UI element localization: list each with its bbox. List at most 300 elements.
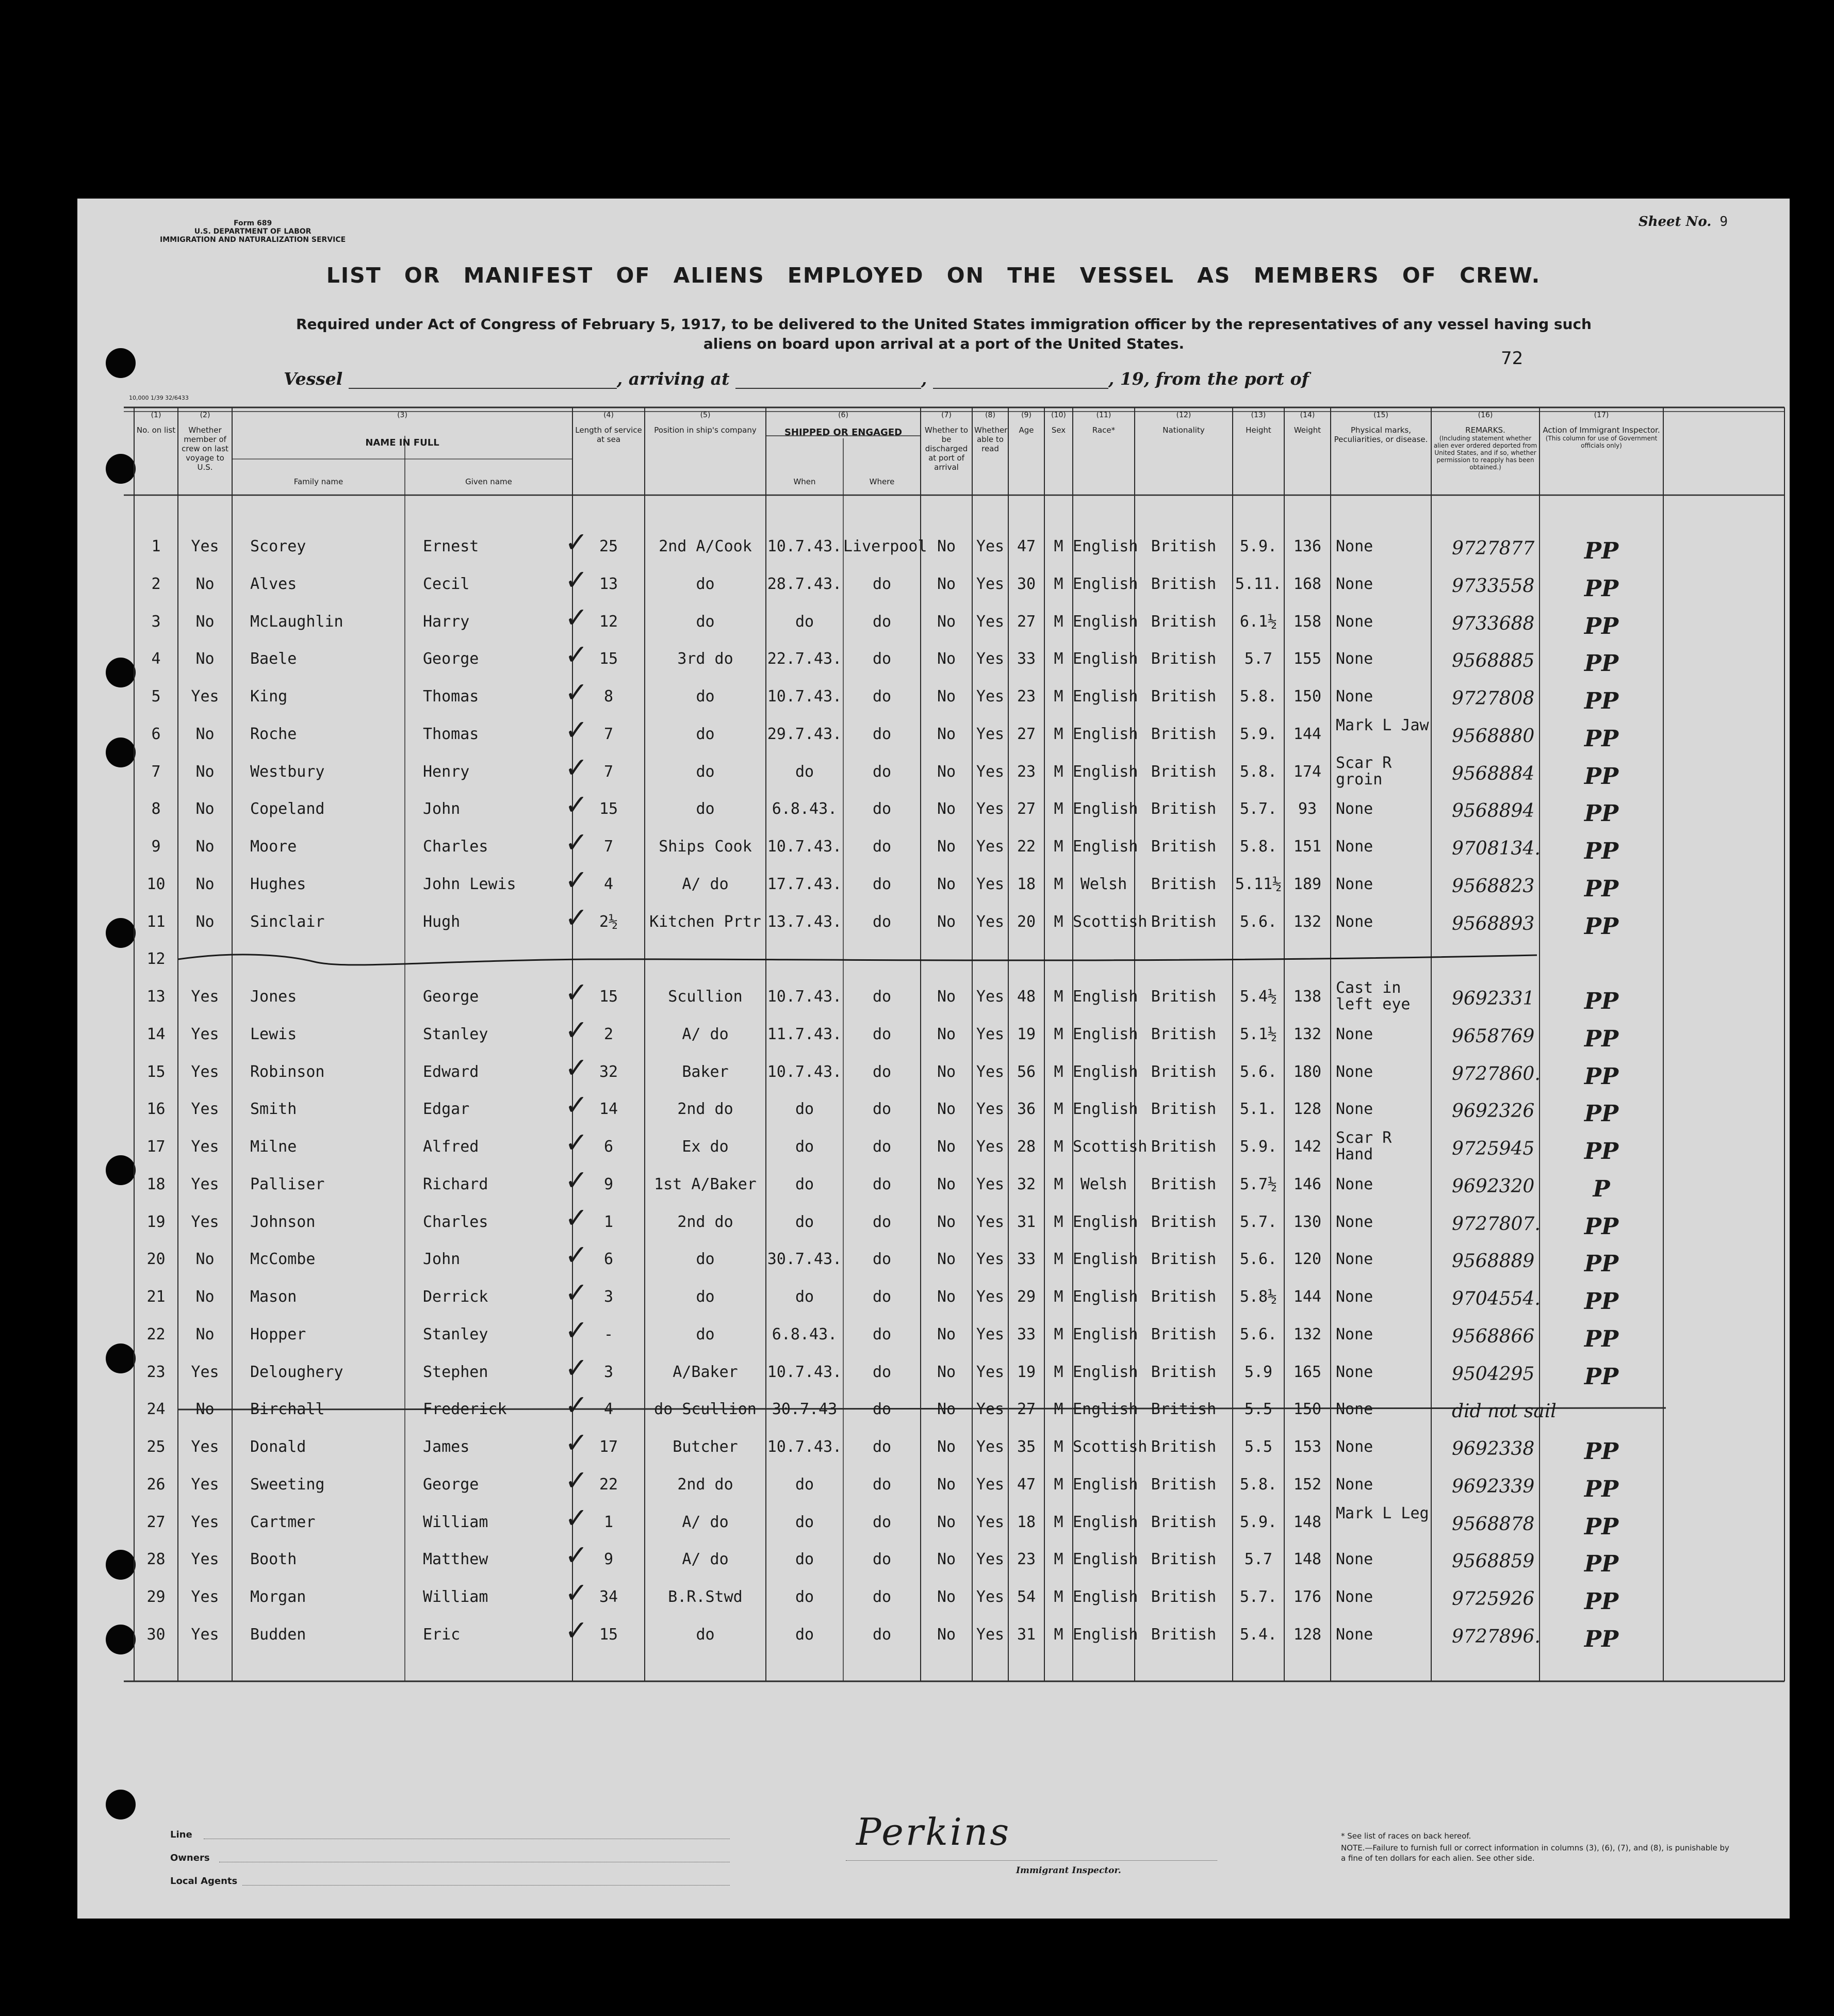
cell-sex: M	[1054, 687, 1063, 706]
column-header: Whether able to read	[974, 425, 1008, 453]
cell-where: do	[872, 1476, 892, 1494]
cell-remarks: 9692326	[1452, 1101, 1535, 1122]
cell-service: 9	[603, 1175, 614, 1193]
cell-where: do	[872, 1363, 892, 1381]
cell-position: A/ do	[682, 875, 729, 893]
cell-marks: None	[1336, 1588, 1373, 1606]
cell-last: No	[195, 1400, 215, 1418]
cell-height: 5.9.	[1239, 537, 1278, 555]
cell-when: 11.7.43.	[767, 1025, 842, 1043]
cell-when: do	[795, 613, 814, 631]
column-number: (9)	[1021, 411, 1031, 419]
cell-service: 15	[599, 1626, 618, 1644]
cell-weight: 146	[1293, 1175, 1322, 1193]
cell-action: PP	[1584, 1626, 1619, 1652]
cell-read: Yes	[976, 613, 1005, 631]
cell-family: Alves	[250, 575, 297, 593]
cell-service: 15	[599, 988, 618, 1006]
cell-when: 10.7.43.	[767, 1063, 842, 1081]
cell-family: Lewis	[250, 1025, 297, 1043]
cell-position: Ex do	[682, 1138, 729, 1156]
cell-sex: M	[1054, 1325, 1063, 1343]
cell-position: Baker	[682, 1063, 729, 1081]
cell-remarks: 9568859	[1452, 1551, 1535, 1572]
cell-family: Donald	[250, 1438, 306, 1456]
cell-given: John	[423, 800, 461, 818]
cell-service: 1	[603, 1513, 614, 1531]
cell-position: do	[696, 763, 715, 781]
handwritten-number: 72	[1501, 348, 1524, 369]
cell-read: Yes	[976, 1213, 1005, 1231]
cell-discharged: No	[937, 1213, 956, 1231]
cell-where: do	[872, 1213, 892, 1231]
cell-given: Thomas	[423, 725, 479, 743]
column-header: Nationality	[1162, 425, 1205, 435]
column-header: Sex	[1051, 425, 1066, 435]
cell-where: do	[872, 687, 892, 706]
cell-weight: 136	[1293, 537, 1322, 555]
cell-race: Scottish	[1073, 1138, 1148, 1156]
cell-no: 14	[146, 1025, 166, 1043]
check-mark: ✓	[565, 1089, 588, 1121]
cell-remarks: 9568884	[1452, 763, 1535, 784]
cell-nationality: British	[1151, 838, 1217, 856]
cell-read: Yes	[976, 1438, 1005, 1456]
cell-nationality: British	[1151, 1400, 1217, 1418]
cell-last: No	[195, 1325, 215, 1343]
cell-service: 6	[603, 1250, 614, 1268]
cell-no: 17	[146, 1138, 166, 1156]
check-mark: ✓	[565, 826, 588, 859]
cell-position: Butcher	[673, 1438, 738, 1456]
column-number: (8)	[985, 411, 995, 419]
cell-discharged: No	[937, 650, 956, 668]
cell-read: Yes	[976, 1476, 1005, 1494]
cell-discharged: No	[937, 537, 956, 555]
cell-remarks: 9704554.	[1452, 1288, 1541, 1309]
cell-position: 2nd do	[677, 1476, 733, 1494]
cell-age: 47	[1017, 537, 1036, 555]
sheet-number: 9	[1720, 214, 1728, 230]
cell-age: 18	[1017, 875, 1036, 893]
form-number: Form 689	[233, 219, 272, 227]
cell-height: 5.8.	[1239, 763, 1278, 781]
cell-discharged: No	[937, 1588, 956, 1606]
cell-no: 3	[151, 613, 161, 631]
check-mark: ✓	[565, 1577, 588, 1609]
cell-where: do	[872, 1438, 892, 1456]
cell-action: PP	[1584, 1214, 1619, 1240]
cell-where: do	[872, 1325, 892, 1343]
cell-where: do	[872, 1513, 892, 1531]
cell-position: do	[696, 1325, 715, 1343]
cell-service: 17	[599, 1438, 618, 1456]
cell-where: do	[872, 763, 892, 781]
cell-discharged: No	[937, 1513, 956, 1531]
cell-action: PP	[1584, 1251, 1619, 1277]
cell-position: 2nd do	[677, 1100, 733, 1118]
column-header: No. on list	[136, 425, 176, 435]
check-mark: ✓	[565, 1052, 588, 1084]
cell-service: 14	[599, 1100, 618, 1118]
cell-discharged: No	[937, 687, 956, 706]
cell-when: do	[795, 1476, 814, 1494]
cell-service: 9	[603, 1550, 614, 1568]
cell-position: do	[696, 725, 715, 743]
cell-when: do	[795, 1513, 814, 1531]
cell-sex: M	[1054, 988, 1063, 1006]
cell-position: do	[696, 1626, 715, 1644]
cell-marks: None	[1336, 575, 1373, 593]
comma-label: ,	[921, 369, 927, 389]
cell-discharged: No	[937, 1063, 956, 1081]
cell-weight: 174	[1293, 763, 1322, 781]
cell-marks: None	[1336, 1438, 1373, 1456]
cell-race: English	[1073, 988, 1138, 1006]
cell-discharged: No	[937, 613, 956, 631]
cell-height: 5.7½	[1239, 1175, 1278, 1193]
cell-remarks: 9568885	[1452, 650, 1535, 671]
check-mark: ✓	[565, 751, 588, 784]
cell-last: No	[195, 838, 215, 856]
cell-remarks: 9727808	[1452, 688, 1535, 709]
cell-age: 30	[1017, 575, 1036, 593]
cell-family: Johnson	[250, 1213, 316, 1231]
column-header: Physical marks, Peculiarities, or disease.	[1334, 425, 1428, 444]
column-number: (15)	[1373, 411, 1388, 419]
cell-family: Copeland	[250, 800, 325, 818]
cell-given: Frederick	[423, 1400, 507, 1418]
cell-read: Yes	[976, 650, 1005, 668]
cell-action: PP	[1584, 576, 1619, 602]
cell-remarks: 9727807.	[1452, 1214, 1541, 1235]
cell-weight: 150	[1293, 1400, 1322, 1418]
cell-nationality: British	[1151, 613, 1217, 631]
cell-when: 10.7.43.	[767, 838, 842, 856]
cell-height: 5.7.	[1239, 800, 1278, 818]
cell-nationality: British	[1151, 1138, 1217, 1156]
column-number: (13)	[1251, 411, 1266, 419]
column-header: REMARKS. (Including statement whether alien ever ordered deported from United States, and if so, whether permission to reapply has been obtained.)	[1433, 425, 1537, 471]
check-mark: ✓	[565, 789, 588, 821]
cell-read: Yes	[976, 763, 1005, 781]
cell-no: 5	[151, 687, 161, 706]
cell-height: 5.6.	[1239, 1325, 1278, 1343]
cell-read: Yes	[976, 687, 1005, 706]
cell-height: 5.9.	[1239, 1138, 1278, 1156]
cell-height: 5.4½	[1239, 988, 1278, 1006]
cell-nationality: British	[1151, 913, 1217, 931]
cell-read: Yes	[976, 1138, 1005, 1156]
cell-age: 32	[1017, 1175, 1036, 1193]
cell-where: do	[872, 1250, 892, 1268]
cell-action: PP	[1584, 1288, 1619, 1315]
cell-discharged: No	[937, 763, 956, 781]
sheet-label: Sheet No.	[1638, 214, 1712, 230]
cell-no: 20	[146, 1250, 166, 1268]
cell-race: English	[1073, 1250, 1138, 1268]
check-mark: ✓	[565, 1202, 588, 1234]
cell-discharged: No	[937, 1100, 956, 1118]
cell-remarks: 9504295	[1452, 1364, 1535, 1385]
cell-race: English	[1073, 1025, 1138, 1043]
cell-height: 5.7	[1244, 1550, 1273, 1568]
column-number: (1)	[151, 411, 161, 419]
cell-age: 20	[1017, 913, 1036, 931]
cell-where: do	[872, 1288, 892, 1306]
cell-when: 17.7.43.	[767, 875, 842, 893]
vessel-label: Vessel	[284, 369, 343, 389]
cell-remarks: 9727860.	[1452, 1063, 1541, 1085]
cell-service: 13	[599, 575, 618, 593]
cell-remarks: 9568878	[1452, 1514, 1535, 1535]
cell-no: 21	[146, 1288, 166, 1306]
cell-given: John	[423, 1250, 461, 1268]
cell-last: No	[195, 763, 215, 781]
cell-given: Stanley	[423, 1325, 488, 1343]
cell-age: 33	[1017, 1325, 1036, 1343]
column-header: Whether to be discharged at port of arrival	[924, 425, 969, 472]
check-mark: ✓	[565, 1464, 588, 1497]
signature-line	[846, 1860, 1217, 1861]
cell-height: 5.9.	[1239, 1513, 1278, 1531]
cell-no: 29	[146, 1588, 166, 1606]
cell-where: do	[872, 875, 892, 893]
cell-when: do	[795, 1626, 814, 1644]
cell-last: Yes	[191, 537, 219, 555]
cell-last: Yes	[191, 1025, 219, 1043]
cell-no: 27	[146, 1513, 166, 1531]
cell-discharged: No	[937, 1175, 956, 1193]
cell-race: English	[1073, 1288, 1138, 1306]
cell-when: 29.7.43.	[767, 725, 842, 743]
column-number: (4)	[603, 411, 614, 419]
cell-service: 32	[599, 1063, 618, 1081]
cell-age: 27	[1017, 1400, 1036, 1418]
cell-last: Yes	[191, 1513, 219, 1531]
cell-read: Yes	[976, 838, 1005, 856]
cell-last: Yes	[191, 1138, 219, 1156]
cell-last: Yes	[191, 1175, 219, 1193]
cell-family: Sinclair	[250, 913, 325, 931]
cell-sex: M	[1054, 1626, 1063, 1644]
cell-family: Robinson	[250, 1063, 325, 1081]
cell-weight: 158	[1293, 613, 1322, 631]
cell-no: 23	[146, 1363, 166, 1381]
cell-nationality: British	[1151, 1363, 1217, 1381]
cell-marks: None	[1336, 875, 1373, 893]
cell-family: Mason	[250, 1288, 297, 1306]
cell-position: A/Baker	[673, 1363, 738, 1381]
cell-sex: M	[1054, 1550, 1063, 1568]
cell-where: do	[872, 1063, 892, 1081]
cell-sex: M	[1054, 650, 1063, 668]
cell-position: 2nd do	[677, 1213, 733, 1231]
cell-given: Edward	[423, 1063, 479, 1081]
column-subheader: Given name	[465, 477, 512, 486]
cell-height: 5.11½	[1235, 875, 1282, 893]
cell-given: Edgar	[423, 1100, 470, 1118]
cell-family: Deloughery	[250, 1363, 343, 1381]
cell-position: 2nd A/Cook	[659, 537, 752, 555]
cell-sex: M	[1054, 537, 1063, 555]
cell-sex: M	[1054, 838, 1063, 856]
cell-weight: 93	[1298, 800, 1317, 818]
cell-race: Welsh	[1080, 875, 1127, 893]
cell-action: PP	[1584, 838, 1619, 864]
cell-read: Yes	[976, 1588, 1005, 1606]
cell-weight: 130	[1293, 1213, 1322, 1231]
cell-service: 12	[599, 613, 618, 631]
cell-family: Hughes	[250, 875, 306, 893]
cell-service: 2½	[599, 913, 618, 931]
cell-family: Budden	[250, 1626, 306, 1644]
cell-sex: M	[1054, 1063, 1063, 1081]
cell-age: 19	[1017, 1363, 1036, 1381]
column-number: (17)	[1594, 411, 1609, 419]
cell-remarks: 9692320	[1452, 1176, 1535, 1197]
cell-where: do	[872, 1588, 892, 1606]
cell-read: Yes	[976, 1363, 1005, 1381]
cell-nationality: British	[1151, 1476, 1217, 1494]
cell-where: do	[872, 1550, 892, 1568]
column-header: SHIPPED OR ENGAGED	[784, 427, 903, 438]
cell-when: 30.7.43	[772, 1400, 838, 1418]
cell-no: 2	[151, 575, 161, 593]
cell-no: 11	[146, 913, 166, 931]
cell-service: 15	[599, 650, 618, 668]
cell-where: do	[872, 613, 892, 631]
arriving-label: , arriving at	[616, 369, 730, 389]
cell-marks: None	[1336, 1400, 1373, 1418]
column-number: (14)	[1300, 411, 1315, 419]
cell-remarks: 9692338	[1452, 1438, 1535, 1460]
cell-given: John Lewis	[423, 875, 516, 893]
check-mark: ✓	[565, 1539, 588, 1571]
cell-marks: None	[1336, 913, 1373, 931]
cell-family: Scorey	[250, 537, 306, 555]
cell-last: Yes	[191, 1213, 219, 1231]
page-title: LIST OR MANIFEST OF ALIENS EMPLOYED ON THE VESSEL AS MEMBERS OF CREW.	[326, 263, 1541, 288]
owners-label: Owners	[170, 1853, 210, 1863]
cell-marks: None	[1336, 1063, 1373, 1081]
cell-remarks: 9725926	[1452, 1588, 1535, 1610]
check-mark: ✓	[565, 1239, 588, 1271]
cell-age: 27	[1017, 800, 1036, 818]
cell-remarks: 9727877	[1452, 538, 1535, 559]
inspector-label: Immigrant Inspector.	[1016, 1865, 1121, 1876]
cell-remarks: 9568893	[1452, 913, 1535, 935]
cell-discharged: No	[937, 1438, 956, 1456]
cell-no: 6	[151, 725, 161, 743]
cell-weight: 165	[1293, 1363, 1322, 1381]
cell-discharged: No	[937, 575, 956, 593]
cell-sex: M	[1054, 1400, 1063, 1418]
cell-race: English	[1073, 650, 1138, 668]
cell-discharged: No	[937, 913, 956, 931]
cell-remarks: 9568866	[1452, 1326, 1535, 1347]
cell-where: do	[872, 1175, 892, 1193]
cell-sex: M	[1054, 875, 1063, 893]
cell-given: Cecil	[423, 575, 470, 593]
cell-discharged: No	[937, 1250, 956, 1268]
cell-nationality: British	[1151, 1438, 1217, 1456]
cell-race: English	[1073, 800, 1138, 818]
cell-position: A/ do	[682, 1513, 729, 1531]
cell-nationality: British	[1151, 725, 1217, 743]
cell-sex: M	[1054, 1288, 1063, 1306]
cell-race: Scottish	[1073, 1438, 1148, 1456]
cell-when: 10.7.43.	[767, 1438, 842, 1456]
cell-no: 10	[146, 875, 166, 893]
cell-read: Yes	[976, 537, 1005, 555]
cell-remarks: 9568823	[1452, 876, 1535, 897]
cell-nationality: British	[1151, 875, 1217, 893]
cell-where: do	[872, 1138, 892, 1156]
cell-race: English	[1073, 1363, 1138, 1381]
cell-family: Westbury	[250, 763, 325, 781]
local-agents-field	[242, 1885, 730, 1886]
cell-no: 8	[151, 800, 161, 818]
column-note: (Including statement whether alien ever ordered deported from United States, and if so, whether permission to reapply has been obtained.)	[1433, 435, 1537, 471]
cell-marks: Mark L Jaw	[1336, 716, 1429, 734]
check-mark: ✓	[565, 864, 588, 896]
cell-weight: 144	[1293, 725, 1322, 743]
cell-read: Yes	[976, 1175, 1005, 1193]
cell-action: P	[1593, 1176, 1610, 1202]
cell-race: English	[1073, 1550, 1138, 1568]
cell-given: Thomas	[423, 687, 479, 706]
cell-last: Yes	[191, 1100, 219, 1118]
cell-where: do	[872, 650, 892, 668]
cell-height: 5.8.	[1239, 838, 1278, 856]
cell-nationality: British	[1151, 687, 1217, 706]
cell-service: 3	[603, 1288, 614, 1306]
cell-race: English	[1073, 613, 1138, 631]
cell-remarks: 9692331	[1452, 988, 1535, 1009]
cell-when: 6.8.43.	[772, 800, 838, 818]
cell-age: 31	[1017, 1213, 1036, 1231]
strike-line	[178, 955, 1537, 965]
cell-weight: 120	[1293, 1250, 1322, 1268]
cell-height: 5.9	[1244, 1363, 1273, 1381]
cell-race: English	[1073, 1400, 1138, 1418]
cell-discharged: No	[937, 1138, 956, 1156]
cell-weight: 144	[1293, 1288, 1322, 1306]
cell-discharged: No	[937, 838, 956, 856]
cell-height: 5.6.	[1239, 913, 1278, 931]
cell-race: English	[1073, 725, 1138, 743]
cell-when: 10.7.43.	[767, 1363, 842, 1381]
cell-where: do	[872, 1025, 892, 1043]
cell-remarks: 9733688	[1452, 613, 1535, 634]
cell-age: 27	[1017, 613, 1036, 631]
cell-weight: 153	[1293, 1438, 1322, 1456]
cell-nationality: British	[1151, 988, 1217, 1006]
cell-age: 28	[1017, 1138, 1036, 1156]
cell-when: 13.7.43.	[767, 913, 842, 931]
cell-weight: 132	[1293, 913, 1322, 931]
cell-service: 6	[603, 1138, 614, 1156]
cell-height: 5.8.	[1239, 687, 1278, 706]
cell-nationality: British	[1151, 1325, 1217, 1343]
cell-family: Morgan	[250, 1588, 306, 1606]
cell-when: 10.7.43.	[767, 687, 842, 706]
cell-age: 23	[1017, 763, 1036, 781]
cell-family: Milne	[250, 1138, 297, 1156]
cell-action: PP	[1584, 1364, 1619, 1390]
cell-service: 34	[599, 1588, 618, 1606]
